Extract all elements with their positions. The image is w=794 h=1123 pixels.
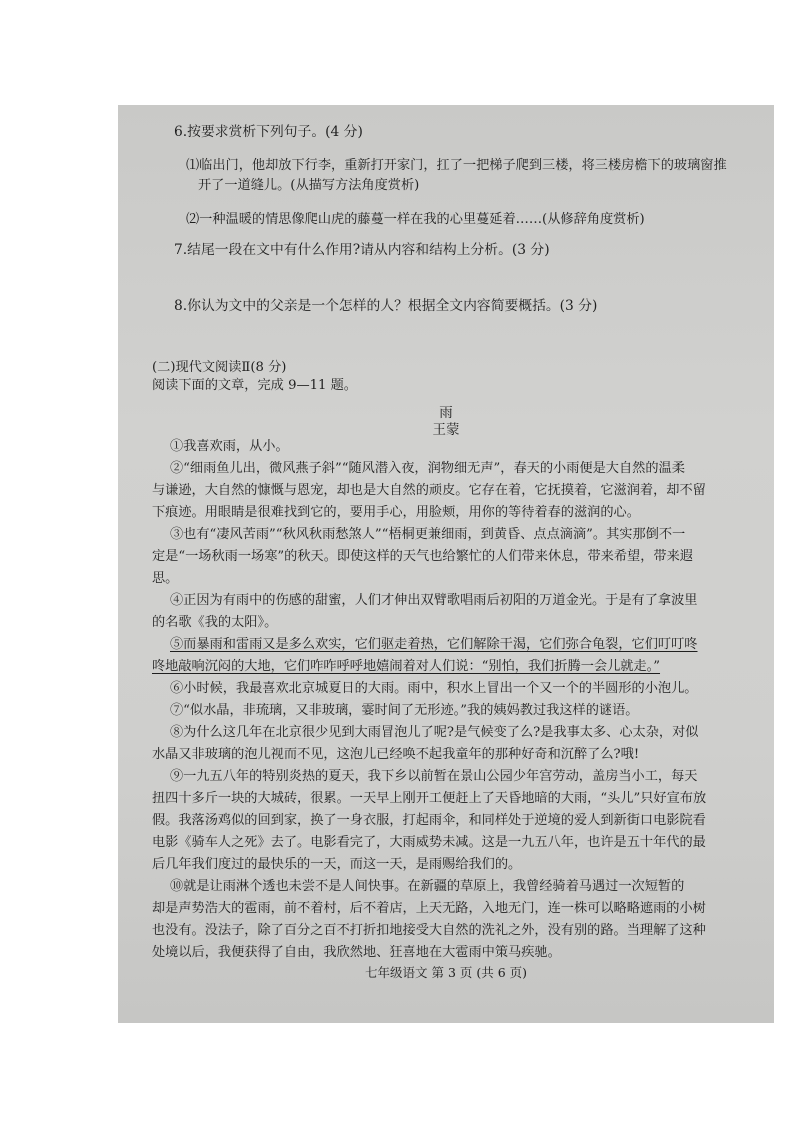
section-heading: (二)现代文阅读Ⅱ(8 分): [152, 360, 287, 375]
article-line: ⑩就是让雨淋个透也未尝不是人间快事。在新疆的草原上，我曾经骑着马遇过一次短暂的: [170, 879, 685, 894]
article-line-underlined: ⑤而暴雨和雷雨又是多么欢实，它们驱走着热，它们解除干渴，它们弥合龟裂，它们叮叮咚: [170, 637, 698, 652]
article-line: ⑨一九五八年的特别炎热的夏天，我下乡以前暂在景山公园少年宫劳动，盖房当小工，每天: [170, 769, 698, 784]
article-line: 思。: [152, 571, 179, 586]
article-author: 王蒙: [432, 422, 460, 438]
section-instruction: 阅读下面的文章，完成 9—11 题。: [152, 378, 357, 393]
article-line: ⑧为什么这几年在北京很少见到大雨冒泡儿了呢?是气候变了么?是我事太多、心太杂，对似: [170, 725, 699, 740]
article-line: 定是“一场秋雨一场寒”的秋天。即使这样的天气也给繁忙的人们带来休息，带来希望，带来遐: [152, 549, 693, 564]
article-line: 假。我落汤鸡似的回到家，换了一身衣服，打起雨伞，和同样处于逆境的爱人到新街口电影院看: [152, 813, 706, 828]
article-line: 的名歌《我的太阳》。: [152, 615, 278, 630]
article-line: 扭四十多斤一块的大城砖，很累。一天早上刚开工便赶上了天昏地暗的大雨，“头儿”只好宣布放: [152, 791, 707, 806]
article-line: 却是声势浩大的雹雨，前不着村，后不着店，上天无路，入地无门，连一株可以略略遮雨的小树: [152, 901, 706, 916]
article-line: ②“细雨鱼儿出，微风燕子斜”“随风潜入夜，润物细无声”，春天的小雨便是大自然的温柔: [170, 461, 685, 476]
question-7: 7.结尾一段在文中有什么作用?请从内容和结构上分析。(3 分): [174, 242, 550, 258]
article-line: ④正因为有雨中的伤感的甜蜜，人们才伸出双臂歌唱雨后初阳的万道金光。于是有了拿波里: [170, 593, 698, 608]
article-line: 水晶又非玻璃的泡儿视而不见，这泡儿已经唤不起我童年的那种好奇和沉醉了么?哦!: [152, 747, 640, 762]
question-6-sentence-2: ⑵一种温暖的情思像爬山虎的藤蔓一样在我的心里蔓延着……(从修辞角度赏析): [186, 212, 645, 227]
article-line: ⑥小时候，我最喜欢北京城夏日的大雨。雨中，积水上冒出一个又一个的半圆形的小泡儿。: [170, 681, 698, 696]
question-6-sentence-1-line-1: ⑴临出门，他却放下行李，重新打开家门，扛了一把梯子爬到三楼，将三楼房檐下的玻璃窗推: [186, 158, 727, 173]
question-8: 8.你认为文中的父亲是一个怎样的人？根据全文内容简要概括。(3 分): [174, 298, 598, 314]
article-line: 电影《骑车人之死》去了。电影看完了，大雨威势未减。这是一九五八年，也许是五十年代的最: [152, 835, 706, 850]
article-line: 也没有。没法子，除了百分之百不打折扣地接受大自然的洗礼之外，没有别的路。当理解了这种: [152, 923, 706, 938]
article-line-underlined: 咚地敲响沉闷的大地，它们咋咋呼呼地嬉闹着对人们说：“别怕，我们折腾一会儿就走。”: [152, 659, 661, 674]
article-line: 与谦逊，大自然的慷慨与恩宠，却也是大自然的顽皮。它存在着，它抚摸着，它滋润着，却不留: [152, 483, 706, 498]
page-footer: 七年级语文 第 3 页 (共 6 页): [365, 965, 527, 980]
article-line: 处境以后，我便获得了自由，我欣然地、狂喜地在大雹雨中策马疾驰。: [152, 945, 561, 960]
question-6-sentence-1-line-2: 开了一道缝儿。(从描写方法角度赏析): [198, 178, 420, 193]
article-line: ⑦“似水晶，非琉璃，又非玻璃，霎时间了无形迹。”我的姨妈教过我这样的谜语。: [170, 703, 639, 718]
exam-page: [118, 105, 774, 1023]
article-line: 下痕迹。用眼睛是很难找到它的，要用手心，用脸颊，用你的等待着春的滋润的心。: [152, 505, 640, 520]
article-line: 后几年我们度过的最快乐的一天，而这一天，是雨赐给我们的。: [152, 857, 522, 872]
article-title: 雨: [439, 405, 453, 421]
question-6-title: 6.按要求赏析下列句子。(4 分): [174, 124, 363, 140]
article-line: ③也有“凄风苦雨”“秋风秋雨愁煞人”“梧桐更兼细雨，到黄昏、点点滴滴”。其实那倒不一: [170, 527, 686, 542]
article-line: ①我喜欢雨，从小。: [170, 439, 289, 454]
